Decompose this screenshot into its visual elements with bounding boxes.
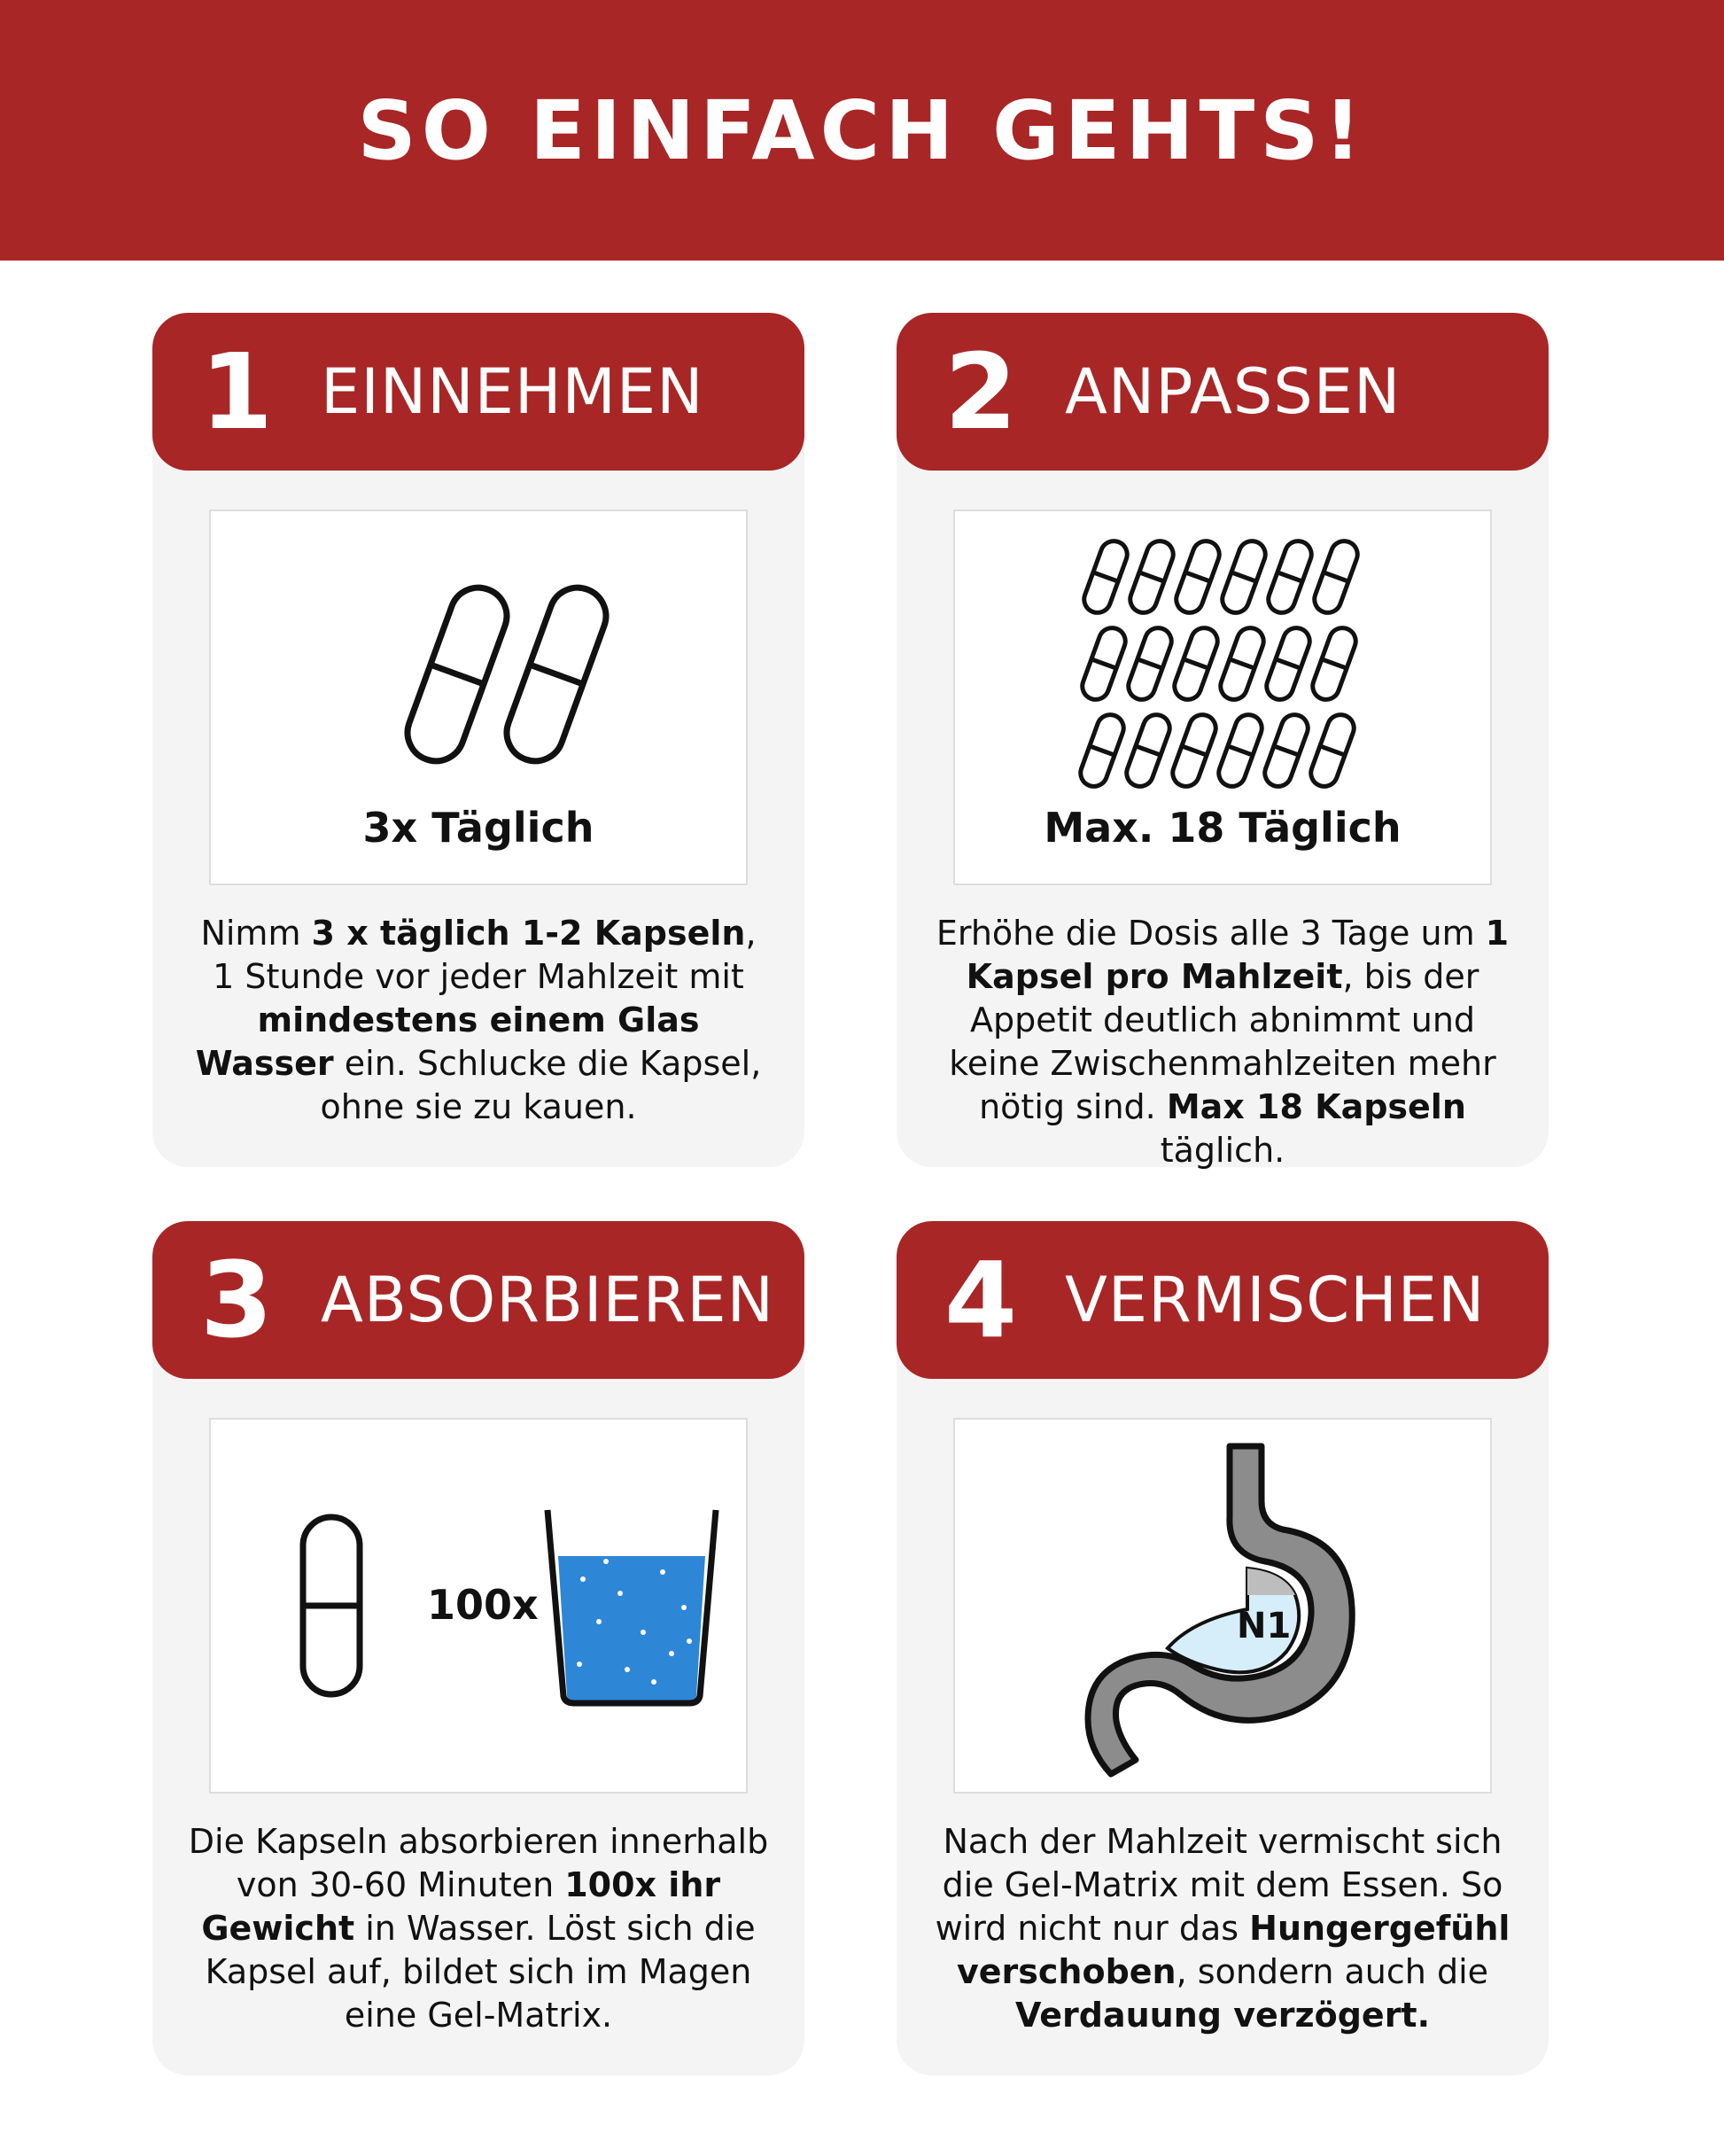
capsule-icon — [1077, 711, 1128, 790]
step-2-number: 2 — [944, 331, 1018, 453]
step-1-text-run: , 1 Stunde vor jeder Mahlzeit mit — [213, 914, 757, 996]
step-1-text-run: mindestens einem Glas Wasser — [195, 1000, 700, 1083]
capsule-icon — [1169, 711, 1220, 790]
header-banner — [0, 0, 1724, 261]
step-2-caption: Max. 18 Täglich — [1044, 804, 1402, 852]
step-4-text-run: , sondern auch die — [1176, 1952, 1488, 1991]
step-1-text-run: ein. Schlucke die Kapsel, ohne sie zu kauen. — [320, 1044, 762, 1126]
step-4-description — [932, 1820, 1513, 2037]
capsule-icon — [1079, 624, 1130, 703]
step-2-text-run: , bis der Appetit deutlich abnimmt und keine Zwischenmahlzeiten mehr nötig sind. — [949, 957, 1496, 1126]
capsule-icon — [1308, 711, 1358, 790]
step-3-illustration — [209, 1418, 748, 1794]
capsule-icon — [303, 1517, 360, 1694]
step-3-text-run: Die Kapseln absorbieren innerhalb von 30-60 Minuten — [188, 1822, 769, 1904]
step-4-header — [897, 1221, 1549, 1379]
step-2-description — [932, 912, 1513, 1172]
step-1-caption: 3x Täglich — [362, 804, 594, 852]
absorption-label: 100x — [427, 1581, 539, 1629]
step-2-text-run: täglich. — [1160, 1131, 1285, 1170]
step-1-number: 1 — [199, 331, 274, 453]
step-card-4 — [897, 1221, 1549, 2075]
capsule-icon — [1219, 537, 1270, 616]
step-4-number: 4 — [944, 1239, 1018, 1361]
step-4-illustration — [953, 1418, 1492, 1794]
step-1-header — [152, 313, 804, 471]
capsule-icon — [1263, 624, 1314, 703]
step-4-title: VERMISCHEN — [1065, 1264, 1486, 1336]
capsule-icon — [1262, 711, 1312, 790]
step-2-text-run: Erhöhe die Dosis alle 3 Tage um — [936, 914, 1486, 953]
step-3-text-run: in Wasser. Löst sich die Kapsel auf, bildet sich im Magen eine Gel-Matrix. — [205, 1909, 756, 2035]
capsule-icon — [1217, 624, 1268, 703]
step-card-3 — [152, 1221, 804, 2075]
step-1-illustration — [209, 510, 748, 885]
capsule-icon — [1125, 624, 1176, 703]
capsule-icon — [1127, 537, 1177, 616]
step-2-title: ANPASSEN — [1065, 355, 1402, 428]
page-title: SO EINFACH GEHTS! — [357, 82, 1367, 178]
step-2-header — [897, 313, 1549, 471]
step-4-text-run: Nach der Mahlzeit vermischt sich die Gel-Matrix mit dem Essen. So wird nicht nur das — [935, 1822, 1503, 1948]
step-1-title: EINNEHMEN — [321, 355, 704, 428]
step-card-2 — [897, 313, 1549, 1170]
capsule-icon — [1215, 711, 1266, 790]
step-3-text-run: 100x ihr Gewicht — [201, 1865, 721, 1948]
step-4-text-run: Hungergefühl verschoben — [956, 1909, 1510, 1991]
step-3-title: ABSORBIEREN — [321, 1264, 774, 1336]
step-card-1 — [152, 313, 804, 1167]
step-3-header — [152, 1221, 804, 1379]
step-2-text-run: Max 18 Kapseln — [1166, 1087, 1466, 1126]
capsule-icon — [1123, 711, 1174, 790]
capsule-icon — [1173, 537, 1223, 616]
step-1-description — [188, 912, 769, 1129]
step-1-text-run: Nimm — [200, 914, 312, 953]
capsule-icon — [1265, 537, 1316, 616]
stomach-icon — [955, 1420, 1490, 1792]
step-2-illustration — [953, 510, 1492, 885]
gel-matrix-label: N1 — [1237, 1606, 1292, 1646]
step-2-text-run: 1 Kapsel pro Mahlzeit — [966, 914, 1510, 996]
step-3-number: 3 — [199, 1239, 274, 1361]
step-1-text-run: 3 x täglich 1-2 Kapseln — [311, 914, 746, 953]
step-3-description — [188, 1820, 769, 2037]
step-4-text-run: Verdauung verzögert. — [1014, 1996, 1431, 2035]
water-glass-icon — [547, 1510, 716, 1703]
capsule-icon — [1311, 537, 1362, 616]
capsule-icon — [1309, 624, 1360, 703]
capsule-icon — [1171, 624, 1222, 703]
capsule-icon — [1081, 537, 1131, 616]
